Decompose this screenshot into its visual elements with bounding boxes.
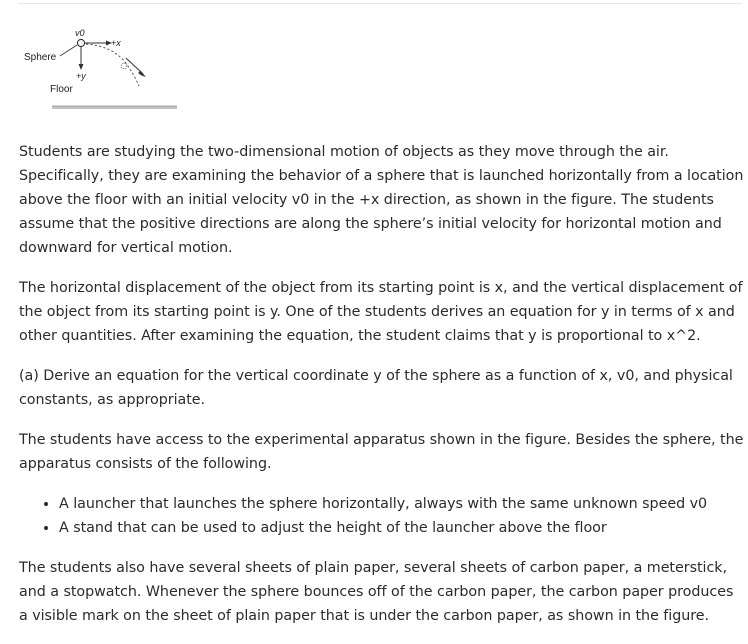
floor-label: Floor: [50, 84, 73, 95]
trajectory-path: [86, 44, 139, 86]
v0-label: v0: [75, 28, 85, 38]
plus-y-label: +y: [76, 71, 86, 81]
list-item: • A launcher that launches the sphere horizontally, always with the same unknown speed v0: [59, 492, 745, 516]
y-axis-arrowhead: [79, 64, 84, 70]
apparatus-paragraph: The students have access to the experimental apparatus shown in the figure. Besides the sphere, the apparatus consists of the following.: [19, 432, 744, 472]
plus-x-label: +x: [111, 38, 121, 48]
intro-paragraph: Students are studying the two-dimensional motion of objects as they move through the air. Specifically, they are examining the behavior of a sphere that is launched horizontally from a location above the floor with an initial velocity v0 in the +x direction, as shown in the figure. The students assume that the positive directions are along the sphere’s initial velocity for horizontal motion and downward for vertical motion.: [19, 144, 744, 256]
top-divider: [18, 3, 742, 4]
floor-surface: [52, 106, 177, 109]
problem-text: [19, 140, 745, 644]
sphere-label: Sphere: [24, 52, 57, 63]
sphere-icon: [77, 39, 84, 46]
apparatus-list: [19, 492, 745, 540]
materials-paragraph: The students also have several sheets of plain paper, several sheets of carbon paper, a meterstick, and a stopwatch. Whenever the sphere bounces off of the carbon paper, the carbon paper produces a visible mark on the sheet of plain paper that is under the carbon paper, as shown in the figure.: [19, 560, 734, 624]
list-item: • A stand that can be used to adjust the height of the launcher above the floor: [59, 516, 745, 540]
sphere-in-flight-icon: [121, 63, 127, 69]
question-a-paragraph: (a) Derive an equation for the vertical coordinate y of the sphere as a function of x, v0, and physical constants, as appropriate.: [19, 368, 733, 408]
sphere-leader-line: [60, 45, 77, 56]
displacement-paragraph: The horizontal displacement of the object from its starting point is x, and the vertical displacement of the object from its starting point is y. One of the students derives an equation for y in terms of x and other quantities. After examining the equation, the student claims that y is proportional to x^2.: [19, 280, 743, 344]
velocity-arrowhead: [138, 71, 146, 78]
projectile-figure: [0, 24, 190, 116]
projectile-diagram: [0, 24, 190, 116]
